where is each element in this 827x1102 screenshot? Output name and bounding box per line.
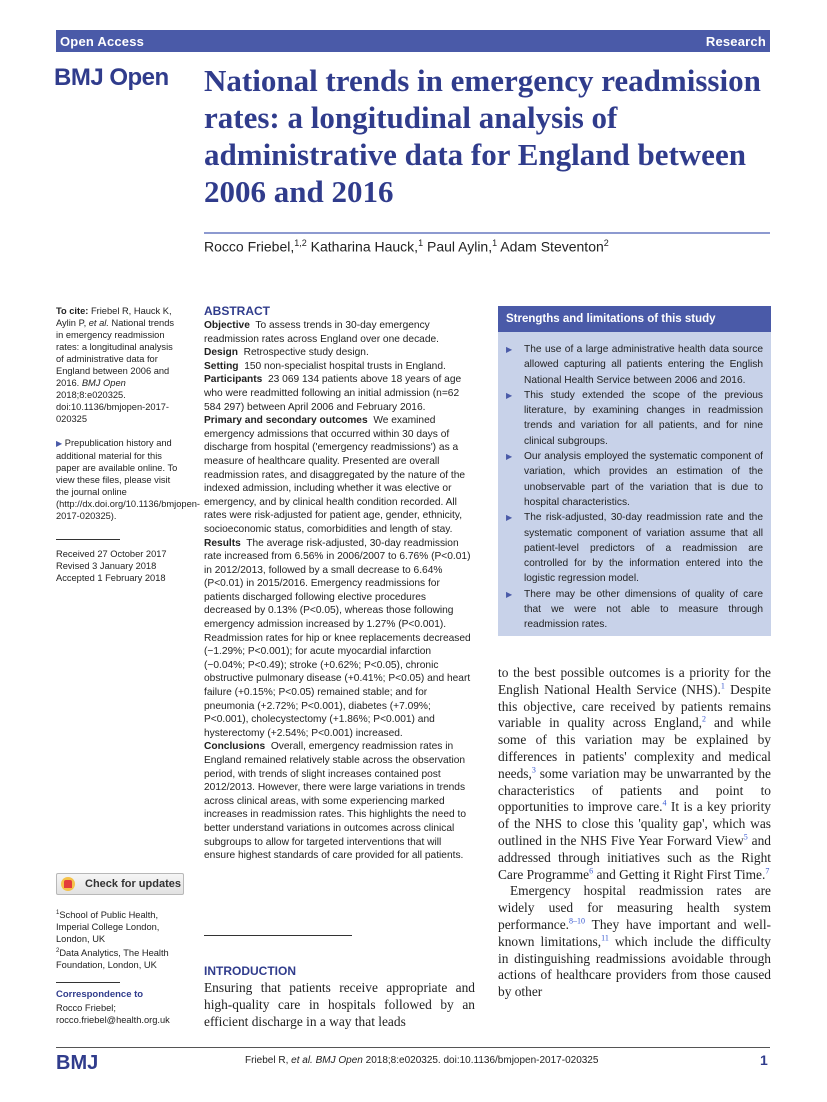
- body-text: to the best possible outcomes is a priority for the English National Health Service (NHS).: [498, 665, 771, 697]
- check-updates-label: Check for updates: [85, 878, 181, 890]
- footer-doi: 2018;8:e020325. doi:10.1136/bmjopen-2017-020325: [365, 1055, 599, 1066]
- strengths-limitations-box: [498, 306, 771, 636]
- section-text: To assess trends in 30-day emergency readmission rates across England over one decade.: [204, 320, 440, 345]
- sidebar-divider: [56, 539, 120, 540]
- affiliation-number: 1: [56, 910, 60, 916]
- abstract-outcomes: [204, 414, 474, 536]
- author-affiliation: 1: [492, 238, 498, 248]
- abstract-divider: [204, 935, 352, 936]
- introduction-heading: INTRODUCTION: [204, 964, 296, 978]
- limitation-item: ▶ There may be other dimensions of quality of care that we were not able to measure through readmission rates.: [506, 587, 763, 633]
- section-label: Conclusions: [204, 741, 266, 753]
- article-type-label: Research: [705, 33, 766, 49]
- author-affiliation: 1: [418, 238, 424, 248]
- section-label: Objective: [204, 320, 250, 331]
- abstract-setting: [204, 360, 474, 374]
- prepublication-text[interactable]: Prepublication history and additional material for this paper are available online. To view these files, please visit the journal online (http://dx.doi.org/10.1136/bmjopen-2017-020325).: [56, 438, 201, 521]
- prepublication-note: [56, 437, 201, 522]
- title-divider: [204, 232, 770, 234]
- affiliation-item: [56, 907, 181, 945]
- abstract-conclusions: [204, 740, 474, 862]
- section-text: Overall, emergency readmission rates in England remained relatively stable across the observation period, with trends of slight increases contained post 2012/2013. However, there were large variations in trends across clinical areas, with some experiencing marked increases in readmission rates. This highlights the need to better understand variations in outcomes across clinical subgroups to allow for targeted interventions that will ensure highest standards of care provided for all patients.: [204, 741, 466, 862]
- affiliation-item: [56, 945, 181, 971]
- abstract-objective: [204, 319, 474, 346]
- section-text: 23 069 134 patients above 18 years of age who were readmitted following an initial admission (n=62 584 297) between April 2006 and February 2016.: [204, 374, 462, 413]
- correspondence-name: Rocco Friebel;: [56, 1003, 116, 1013]
- author: Rocco Friebel,: [204, 238, 295, 255]
- strength-item: ▶ Our analysis employed the systematic component of variation, which provides an estimation of the unobservable part of the variation that is due to hospital characteristics.: [506, 449, 763, 510]
- section-label: Results: [204, 537, 241, 549]
- section-label: Participants: [204, 374, 263, 386]
- body-text: which include the difficulty in distinguishing readmissions avoidable through actions of healthcare providers from those caused by other: [498, 933, 771, 1000]
- author: Adam Steventon: [500, 238, 604, 255]
- author: Paul Aylin,: [426, 238, 493, 255]
- section-text: Retrospective study design.: [243, 347, 369, 359]
- footer-etal: et al.: [291, 1055, 313, 1066]
- body-text: They have important and well-known limitations,: [498, 916, 771, 949]
- bmj-footer-logo: BMJ: [56, 1052, 99, 1074]
- reference-link[interactable]: 2: [702, 714, 706, 724]
- intro-continued: [498, 665, 771, 1001]
- cite-label: To cite:: [56, 306, 89, 316]
- reference-link[interactable]: 8–10: [569, 916, 586, 926]
- footer-divider: [56, 1047, 770, 1048]
- body-text: and while some of this variation may be explained by differences in patients' complexity and medical needs,: [498, 715, 771, 781]
- affiliation-text: Data Analytics, The Health Foundation, London, UK: [56, 948, 169, 971]
- footer-citation: [245, 1055, 598, 1066]
- reference-link[interactable]: 11: [601, 933, 609, 943]
- footer-author: Friebel R,: [245, 1055, 289, 1066]
- body-text: Emergency hospital readmission rates are widely used for measuring health system performance.: [498, 883, 771, 932]
- reference-link[interactable]: 4: [662, 798, 667, 808]
- correspondence-email[interactable]: rocco.friebel@health.org.uk: [56, 1015, 170, 1025]
- cite-journal: BMJ Open: [81, 378, 126, 388]
- cite-title: National trends in emergency readmission rates: a longitudinal analysis of administrative data for England between 2006 and 2016.: [56, 318, 175, 388]
- section-text: The average risk-adjusted, 30-day readmission rate increased from 6.56% in 2006/2007 to 6.76% (P<0.01) in 2012/2013, followed by a small decrease to 6.64% (P<0.01) in 2015/2016. Emergency readmissions for patients discharged following elective procedures decreased by 0.13% (P<0.05), whereas those following emergency admission increased by 1.27% (P<0.001). Readmission rates for hip or knee replacements decreased (−1.29%; P<0.001); for acute myocardial infarction (−0.04%; P<0.49); stroke (+0.62%; P<0.05), chronic obstructive pulmonary disease (+0.41%; P<0.05) and heart failure (+0.15%; P<0.05) remained stable; and for pneumonia (+2.72%; P<0.001), diabetes (+7.09%; P<0.001), cholecystectomy (+1.86%; P<0.001) and hysterectomy (+2.54%; P<0.001) increased.: [204, 537, 471, 739]
- accepted-date: Accepted 1 February 2018: [56, 573, 166, 583]
- article-title: National trends in emergency readmission rates: a longitudinal analysis of administrative data for England between 2006 and 2016: [204, 63, 761, 209]
- body-text: some variation may be unwarranted by the characteristics of patients and point to opportunities to improve care.: [498, 765, 771, 815]
- author: Katharina Hauck,: [310, 238, 419, 255]
- header-bar: [56, 30, 770, 52]
- body-text: It is a key priority of the NHS to close this 'quality gap', which was outlined in the NHS Five Year Forward View: [498, 799, 772, 848]
- reference-link[interactable]: 5: [743, 832, 748, 842]
- author-affiliation: 1,2: [294, 238, 307, 248]
- reference-link[interactable]: 6: [589, 866, 594, 876]
- history-dates: [56, 548, 181, 584]
- limitation-item: ▶ The risk-adjusted, 30-day readmission rate and the systematic component of variation assume that all patient-level predictors of a readmission are controlled for by the information entered into the logistic regression model.: [506, 510, 763, 586]
- section-label: Primary and secondary outcomes: [204, 415, 368, 427]
- abstract-participants: [204, 373, 474, 414]
- strength-item: ▶ This study extended the scope of the previous literature, by examining changes in readmission trends and variation for all patients, and for nine clinical subgroups.: [506, 388, 763, 449]
- author-list: [204, 238, 609, 255]
- author-affiliation: 2: [603, 238, 609, 248]
- affiliation-text: School of Public Health, Imperial College London, London, UK: [56, 910, 160, 945]
- section-label: Setting: [204, 360, 239, 372]
- abstract-results: [204, 537, 474, 741]
- body-text: Despite this objective, care received by patients remains variable in quality across England,: [498, 681, 771, 731]
- reference-link[interactable]: 3: [531, 765, 536, 775]
- affiliations: [56, 907, 181, 971]
- crossmark-icon: [61, 877, 75, 891]
- reference-link[interactable]: 1: [720, 681, 725, 691]
- received-date: Received 27 October 2017: [56, 549, 167, 559]
- citation-block: [56, 305, 181, 425]
- section-label: Design: [204, 347, 238, 359]
- journal-logo: BMJ Open: [54, 64, 169, 91]
- strengths-list: [498, 338, 771, 633]
- abstract-design: [204, 346, 474, 360]
- open-access-label: Open Access: [60, 33, 145, 49]
- cite-authors: Friebel R, Hauck K, Aylin P,: [56, 306, 172, 328]
- section-text: We examined emergency admissions that occurred within 30 days of discharge from hospital ('emergency readmissions') as a measure of healthcare quality. Presented are overall readmission rates, and disaggregated by the nature of the indexed admission, including whether it was elective or emergency, and by clinical health condition recorded. All rates were risk-adjusted for patient age, gender, ethnicity, socioeconomic status, comorbidities and length of stay.: [204, 415, 466, 535]
- correspondence-block: [56, 1002, 181, 1026]
- triangle-bullet-icon: ▶: [56, 439, 63, 448]
- page-number: 1: [760, 1052, 768, 1068]
- strength-item: ▶ The use of a large administrative health data source allowed capturing all patients entering the English National Health Service between 2006 and 2016.: [506, 342, 763, 388]
- abstract-heading: ABSTRACT: [204, 304, 270, 318]
- strengths-heading: Strengths and limitations of this study: [498, 306, 771, 332]
- footer-journal: BMJ Open: [315, 1055, 363, 1066]
- introduction-paragraph: Ensuring that patients receive appropriate and high-quality care in hospitals followed by an efficient discharge in a way that leads: [204, 980, 475, 1029]
- body-text: and addressed through initiatives such as the Right Care Programme: [498, 832, 771, 882]
- correspondence-heading: Correspondence to: [56, 989, 144, 1000]
- revised-date: Revised 3 January 2018: [56, 561, 157, 571]
- cite-etal: et al.: [88, 318, 109, 328]
- sidebar-divider: [56, 982, 120, 983]
- intro-paragraph-2: [498, 883, 771, 1001]
- section-text: 150 non-specialist hospital trusts in England.: [244, 360, 446, 372]
- affiliation-number: 2: [56, 948, 60, 955]
- abstract: [204, 304, 474, 863]
- body-text: and Getting it Right First Time.: [593, 866, 766, 882]
- intro-paragraph-1: [498, 665, 771, 883]
- reference-link[interactable]: 7: [765, 866, 770, 876]
- check-for-updates-button[interactable]: [56, 873, 184, 895]
- cite-doi: 2018;8:e020325. doi:10.1136/bmjopen-2017-020325: [56, 390, 170, 424]
